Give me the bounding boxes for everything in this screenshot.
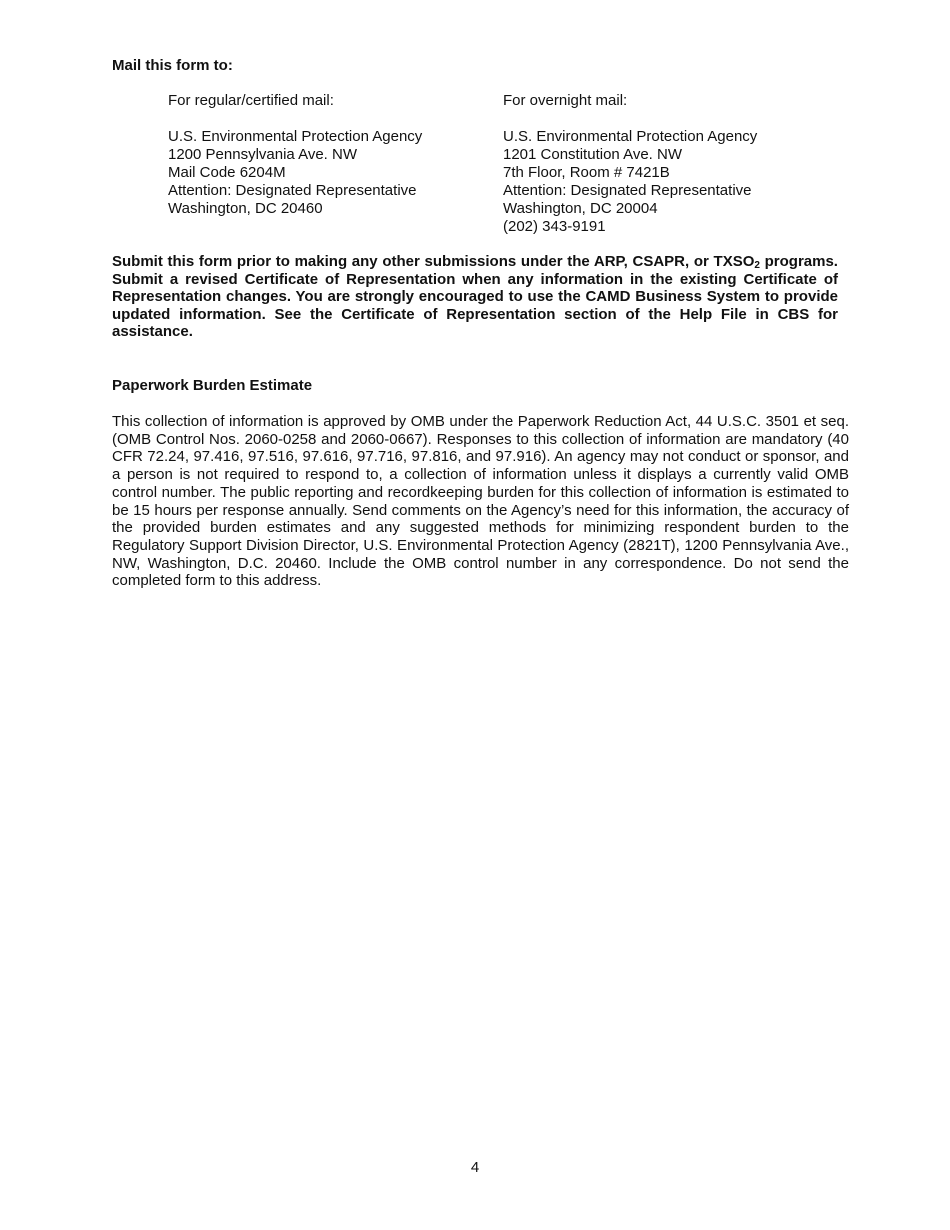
document-page [112,0,849,1230]
regular-address-line: U.S. Environmental Protection Agency [168,128,423,145]
regular-address-line: 1200 Pennsylvania Ave. NW [168,146,358,163]
submit-notice-subscript: 2 [754,260,760,271]
overnight-mail-label: For overnight mail: [503,92,628,109]
overnight-mail-address [503,92,757,236]
paperwork-burden-heading: Paperwork Burden Estimate [112,377,313,394]
mail-heading: Mail this form to: [112,57,233,74]
paperwork-burden-body: This collection of information is approved by OMB under the Paperwork Reduction Act, 44 U.S.C. 3501 et seq. (OMB Control Nos. 2060-0258 and 2060-0667). Responses to this collection of information are mandatory (40 CFR 72.24, 97.416, 97.516, 97.616, 97.716, 97.816, and 97.916). An agency may not conduct or sponsor, and a person is not required to respond to, a collection of information unless it displays a currently valid OMB control number. The public reporting and recordkeeping burden for this collection of information is estimated to be 15 hours per response annually. Send comments on the Agency’s need for this information, the accuracy of the provided burden estimates and any suggested methods for minimizing respondent burden to the Regulatory Support Division Director, U.S. Environmental Protection Agency (2821T), 1200 Pennsylvania Ave., NW, Washington, D.C. 20460. Include the OMB control number in any correspondence. Do not send the completed form to this address. [112,413,849,590]
overnight-address-line: Washington, DC 20004 [503,200,658,217]
regular-mail-label: For regular/certified mail: [168,92,334,109]
overnight-address-line: U.S. Environmental Protection Agency [503,128,758,145]
overnight-address-line: Attention: Designated Representative [503,182,752,199]
submit-notice-text-continued: programs. Submit a revised Certificate of Representation when any information in the existing Certificate of Representation changes. You are strongly encouraged to use the CAMD Business System to provide updated information. See the Certificate of Representation section of the Help File in CBS for assistance. [112,253,838,341]
overnight-phone: (202) 343-9191 [503,218,606,235]
regular-address-line: Attention: Designated Representative [168,182,417,199]
page-number: 4 [470,1159,480,1176]
regular-mail-address [168,92,422,218]
overnight-address-line: 7th Floor, Room # 7421B [503,164,670,181]
submit-notice [112,253,838,341]
overnight-address-line: 1201 Constitution Ave. NW [503,146,682,163]
regular-address-line: Washington, DC 20460 [168,200,323,217]
submit-notice-text: Submit this form prior to making any other submissions under the ARP, CSAPR, or TXSO [112,253,755,270]
regular-address-line: Mail Code 6204M [168,164,286,181]
